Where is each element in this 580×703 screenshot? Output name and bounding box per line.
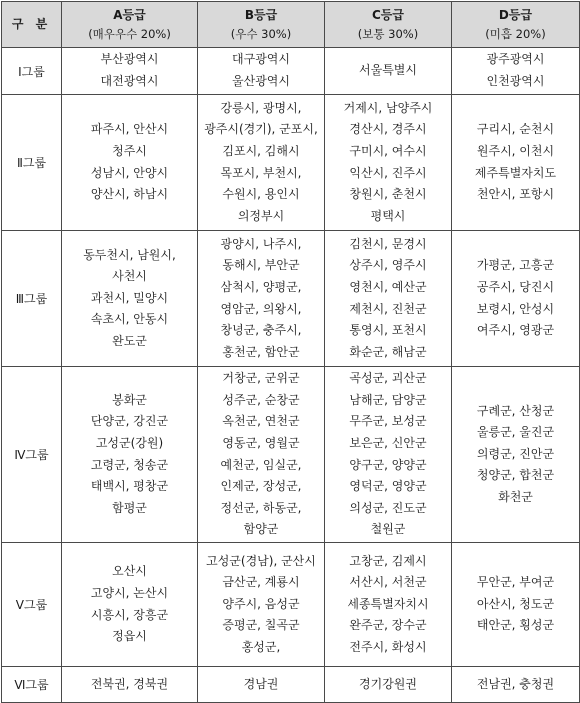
region-line: 함양군 [243,522,279,537]
region-line: 인천광역시 [486,74,545,88]
cell-grade-d [452,543,580,667]
grade-table [1,1,580,703]
region-line: 구례군, 산청군 [476,403,555,418]
region-line: 김포시, 김해시 [222,143,300,158]
region-line: 평택시 [370,208,406,223]
region-line: 구리시, 순천시 [476,122,555,137]
table-row-group-3 [2,231,580,367]
region-line: 서산시, 서천군 [349,575,427,590]
grade-ratio: (보통 30%) [357,26,419,41]
grade-label: B등급 [244,7,278,22]
cell-grade-c [325,95,452,231]
region-line: 태안군, 횡성군 [476,618,555,633]
region-line: 원주시, 이천시 [476,143,555,158]
region-line: 동두천시, 남원시, [83,247,176,262]
region-line: 경기강원권 [359,676,417,691]
region-line: 익산시, 진주시 [349,165,427,180]
region-line: 완도군 [112,333,147,348]
region-line: 구미시, 여수시 [349,143,427,158]
region-line: 인제군, 장성군, [220,479,302,494]
table-row-group-6 [2,667,580,703]
cell-grade-c [325,367,452,543]
region-line: 사천시 [112,269,147,284]
region-line: 성주군, 순창군 [222,392,300,407]
region-line: 광주시(경기), 군포시, [204,122,318,137]
header-grade-d [452,2,580,48]
grade-ratio: (미흡 20%) [485,26,546,41]
region-line: 동해시, 부안군 [222,258,300,273]
region-line: 남해군, 담양군 [349,392,427,407]
region-line: 울릉군, 울진군 [476,425,555,440]
row-header: Ⅵ그룹 [2,667,62,703]
cell-grade-c [325,667,452,703]
region-line: 시흥시, 장흥군 [90,607,169,622]
cell-grade-a [62,543,198,667]
region-line: 목포시, 부천시, [220,165,302,180]
region-line: 강릉시, 광명시, [220,100,302,115]
region-line: 영동군, 영월군 [222,435,300,450]
cell-grade-c [325,231,452,367]
region-line: 파주시, 안산시 [90,122,169,137]
region-line: 영덕군, 영양군 [349,479,427,494]
region-line: 영천시, 예산군 [349,279,427,294]
region-line: 서울특별시 [359,63,417,78]
grade-ratio: (매우우수 20%) [88,26,171,41]
table-row-group-2 [2,95,580,231]
region-line: 완주군, 장수군 [349,618,427,633]
region-line: 고양시, 논산시 [90,585,169,600]
region-line: 고성군(경남), 군산시 [206,553,316,568]
cell-grade-d [452,667,580,703]
region-line: 청양군, 합천군 [476,468,555,483]
cell-grade-b [198,367,325,543]
region-line: 무주군, 보성군 [349,414,427,429]
cell-grade-b [198,231,325,367]
region-line: 곡성군, 괴산군 [349,371,427,386]
region-line: 울산광역시 [232,74,290,88]
region-line: 화천군 [498,489,533,504]
region-line: 고창군, 김제시 [349,553,427,568]
region-line: 홍천군, 함안군 [222,344,300,359]
region-line: 경남권 [243,676,279,691]
cell-grade-c [325,543,452,667]
cell-grade-a [62,95,198,231]
cell-grade-d [452,95,580,231]
region-line: 홍성군, [241,639,281,654]
cell-grade-d [452,231,580,367]
region-line: 양구군, 양양군 [349,457,427,472]
region-line: 고성군(강원) [95,435,164,450]
region-line: 태백시, 평창군 [90,479,169,494]
region-line: 거창군, 군위군 [222,371,300,386]
row-header: Ⅲ그룹 [2,231,62,367]
cell-grade-b [198,48,325,95]
row-header: Ⅰ그룹 [2,48,62,95]
table-header [2,2,580,48]
region-line: 보령시, 안성시 [476,301,555,316]
region-line: 증평군, 칠곡군 [222,618,300,633]
region-line: 전주시, 화성시 [349,639,427,654]
grade-label: C등급 [372,7,404,22]
region-line: 대전광역시 [100,74,159,88]
region-line: 영암군, 의왕시, [220,301,302,316]
region-line: 의령군, 진안군 [476,446,555,461]
region-line: 보은군, 신안군 [349,435,427,450]
cell-grade-d [452,48,580,95]
region-line: 공주시, 당진시 [476,279,555,294]
region-line: 오산시 [112,564,147,579]
region-line: 과천시, 밀양시 [90,290,169,305]
region-line: 상주시, 영주시 [349,258,427,273]
region-line: 창녕군, 충주시, [220,323,302,338]
region-line: 가평군, 고흥군 [476,258,555,273]
table-body [2,48,580,703]
region-line: 천안시, 포항시 [476,187,555,202]
region-line: 의정부시 [237,208,285,223]
grade-label: A등급 [113,7,146,22]
region-line: 예천군, 임실군, [220,457,302,472]
region-line: 부산광역시 [100,52,159,67]
cell-grade-b [198,667,325,703]
cell-grade-a [62,231,198,367]
region-line: 광주광역시 [486,52,545,67]
region-line: 여주시, 영광군 [476,323,555,338]
header-corner: 구 분 [2,2,62,48]
cell-grade-d [452,367,580,543]
region-line: 양주시, 음성군 [222,596,300,611]
cell-grade-b [198,95,325,231]
header-grade-a [62,2,198,48]
region-line: 아산시, 청도군 [476,596,555,611]
region-line: 옥천군, 연천군 [222,414,300,429]
table-row-group-1 [2,48,580,95]
cell-grade-b [198,543,325,667]
header-grade-c [325,2,452,48]
cell-grade-a [62,367,198,543]
table-row-group-4 [2,367,580,543]
row-header: Ⅴ그룹 [2,543,62,667]
region-line: 거제시, 남양주시 [343,100,433,115]
region-line: 철원군 [370,522,406,537]
region-line: 봉화군 [112,392,147,407]
region-line: 제주특별자치도 [474,165,557,180]
region-line: 대구광역시 [232,52,290,67]
region-line: 무안군, 부여군 [476,575,555,590]
region-line: 화순군, 해남군 [349,344,427,359]
region-line: 수원시, 용인시 [222,187,300,202]
cell-grade-a [62,667,198,703]
region-line: 함평군 [112,500,147,515]
region-line: 광양시, 나주시, [220,236,302,251]
region-line: 성남시, 안양시 [90,165,169,180]
region-line: 의성군, 진도군 [349,500,427,515]
region-line: 통영시, 포천시 [349,323,427,338]
region-line: 김천시, 문경시 [349,236,427,251]
region-line: 단양군, 강진군 [90,414,169,429]
region-line: 전북권, 경북권 [90,676,169,691]
region-line: 청주시 [112,143,147,158]
region-line: 창원시, 춘천시 [349,187,427,202]
grade-ratio: (우수 30%) [230,26,292,41]
cell-grade-c [325,48,452,95]
grade-label: D등급 [498,7,533,22]
cell-grade-a [62,48,198,95]
region-line: 정선군, 하동군, [220,500,302,515]
region-line: 경산시, 경주시 [349,122,427,137]
region-line: 전남권, 충청권 [476,676,555,691]
region-line: 금산군, 계룡시 [222,575,300,590]
row-header: Ⅳ그룹 [2,367,62,543]
region-line: 속초시, 안동시 [90,312,169,327]
table-row-group-5 [2,543,580,667]
region-line: 세종특별자치시 [347,596,429,611]
region-line: 삼척시, 양평군, [220,279,302,294]
row-header: Ⅱ그룹 [2,95,62,231]
region-line: 정읍시 [112,629,147,644]
header-grade-b [198,2,325,48]
region-line: 고령군, 청송군 [90,457,169,472]
region-line: 제천시, 진천군 [349,301,427,316]
region-line: 양산시, 하남시 [90,187,169,202]
